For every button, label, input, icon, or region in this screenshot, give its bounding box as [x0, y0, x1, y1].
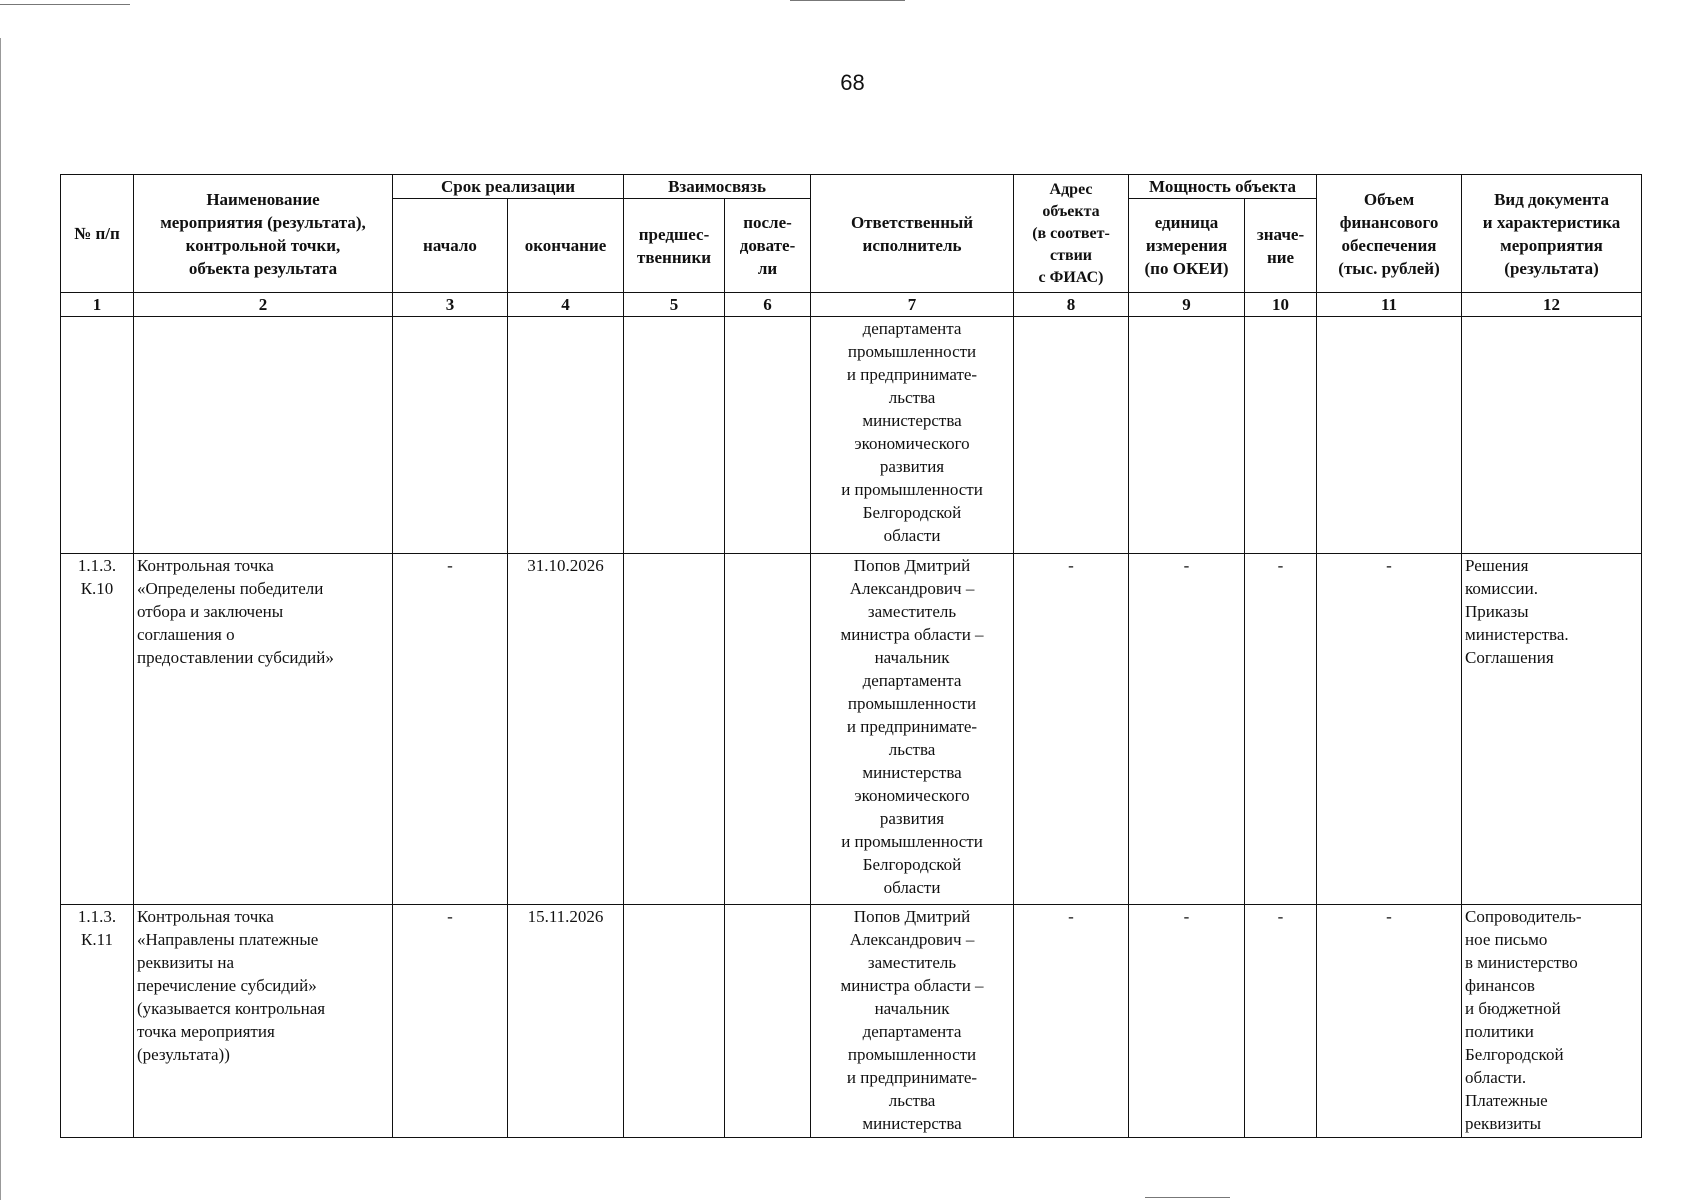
header-end: окончание — [508, 199, 624, 293]
header-unit: единица измерения (по ОКЕИ) — [1129, 199, 1245, 293]
page-edge — [0, 38, 1, 1200]
column-number: 2 — [134, 293, 393, 317]
row-num: 1.1.3. К.11 — [61, 905, 134, 1138]
column-number: 6 — [725, 293, 811, 317]
row-responsible: департамента промышленности и предпринимате- льства министерства экономического развития и промышленности Белгородской области — [811, 317, 1014, 554]
row-doc: Сопроводитель- ное письмо в министерство финансов и бюджетной политики Белгородской области. Платежные реквизиты — [1462, 905, 1642, 1138]
row-address — [1014, 317, 1129, 554]
row-predecessors — [624, 317, 725, 554]
column-number: 5 — [624, 293, 725, 317]
column-number: 12 — [1462, 293, 1642, 317]
scan-mark-bottom-right — [1145, 1197, 1230, 1198]
row-successors — [725, 905, 811, 1138]
row-value — [1245, 317, 1317, 554]
row-responsible: Попов Дмитрий Александрович – заместитель министра области – начальник департамента промышленности и предпринимате- льства министерства экономического развития и промышленности Белгородской области — [811, 554, 1014, 905]
header-capacity: Мощность объекта — [1129, 175, 1317, 199]
row-end: 31.10.2026 — [508, 554, 624, 905]
row-unit — [1129, 317, 1245, 554]
row-value: - — [1245, 554, 1317, 905]
header-successors: после- довате- ли — [725, 199, 811, 293]
table-row — [61, 317, 1642, 554]
header-predecessors: предшес- твенники — [624, 199, 725, 293]
header-num: № п/п — [61, 175, 134, 293]
header-finance: Объем финансового обеспечения (тыс. рублей) — [1317, 175, 1462, 293]
row-unit: - — [1129, 554, 1245, 905]
row-finance: - — [1317, 905, 1462, 1138]
column-number: 11 — [1317, 293, 1462, 317]
column-number: 4 — [508, 293, 624, 317]
header-doc: Вид документа и характеристика мероприятия (результата) — [1462, 175, 1642, 293]
row-start — [393, 317, 508, 554]
header-name: Наименование мероприятия (результата), контрольной точки, объекта результата — [134, 175, 393, 293]
header-link: Взаимосвязь — [624, 175, 811, 199]
column-number: 9 — [1129, 293, 1245, 317]
column-number: 1 — [61, 293, 134, 317]
row-end: 15.11.2026 — [508, 905, 624, 1138]
column-number: 7 — [811, 293, 1014, 317]
header-responsible: Ответственный исполнитель — [811, 175, 1014, 293]
row-doc — [1462, 317, 1642, 554]
page-number: 68 — [840, 70, 865, 95]
table-row — [61, 905, 1642, 1138]
row-predecessors — [624, 554, 725, 905]
header-address: Адрес объекта (в соответ- ствии с ФИАС) — [1014, 175, 1129, 293]
row-predecessors — [624, 905, 725, 1138]
row-responsible: Попов Дмитрий Александрович – заместитель министра области – начальник департамента промышленности и предпринимате- льства министерства — [811, 905, 1014, 1138]
header-value: значе- ние — [1245, 199, 1317, 293]
header-period: Срок реализации — [393, 175, 624, 199]
row-successors — [725, 554, 811, 905]
column-number: 3 — [393, 293, 508, 317]
row-name: Контрольная точка «Определены победители отбора и заключены соглашения о предоставлении субсидий» — [134, 554, 393, 905]
row-start: - — [393, 554, 508, 905]
scan-mark-top-left — [0, 4, 130, 5]
row-successors — [725, 317, 811, 554]
row-num — [61, 317, 134, 554]
column-number: 8 — [1014, 293, 1129, 317]
row-start: - — [393, 905, 508, 1138]
row-num: 1.1.3. К.10 — [61, 554, 134, 905]
row-finance: - — [1317, 554, 1462, 905]
row-name: Контрольная точка «Направлены платежные реквизиты на перечисление субсидий» (указывается контрольная точка мероприятия (результата)) — [134, 905, 393, 1138]
row-doc: Решения комиссии. Приказы министерства. Соглашения — [1462, 554, 1642, 905]
row-address: - — [1014, 554, 1129, 905]
plan-table — [60, 174, 1642, 1138]
column-number: 10 — [1245, 293, 1317, 317]
table-row — [61, 554, 1642, 905]
row-value: - — [1245, 905, 1317, 1138]
scan-mark-top-center — [790, 0, 905, 1]
row-finance — [1317, 317, 1462, 554]
header-start: начало — [393, 199, 508, 293]
row-unit: - — [1129, 905, 1245, 1138]
row-address: - — [1014, 905, 1129, 1138]
row-end — [508, 317, 624, 554]
row-name — [134, 317, 393, 554]
